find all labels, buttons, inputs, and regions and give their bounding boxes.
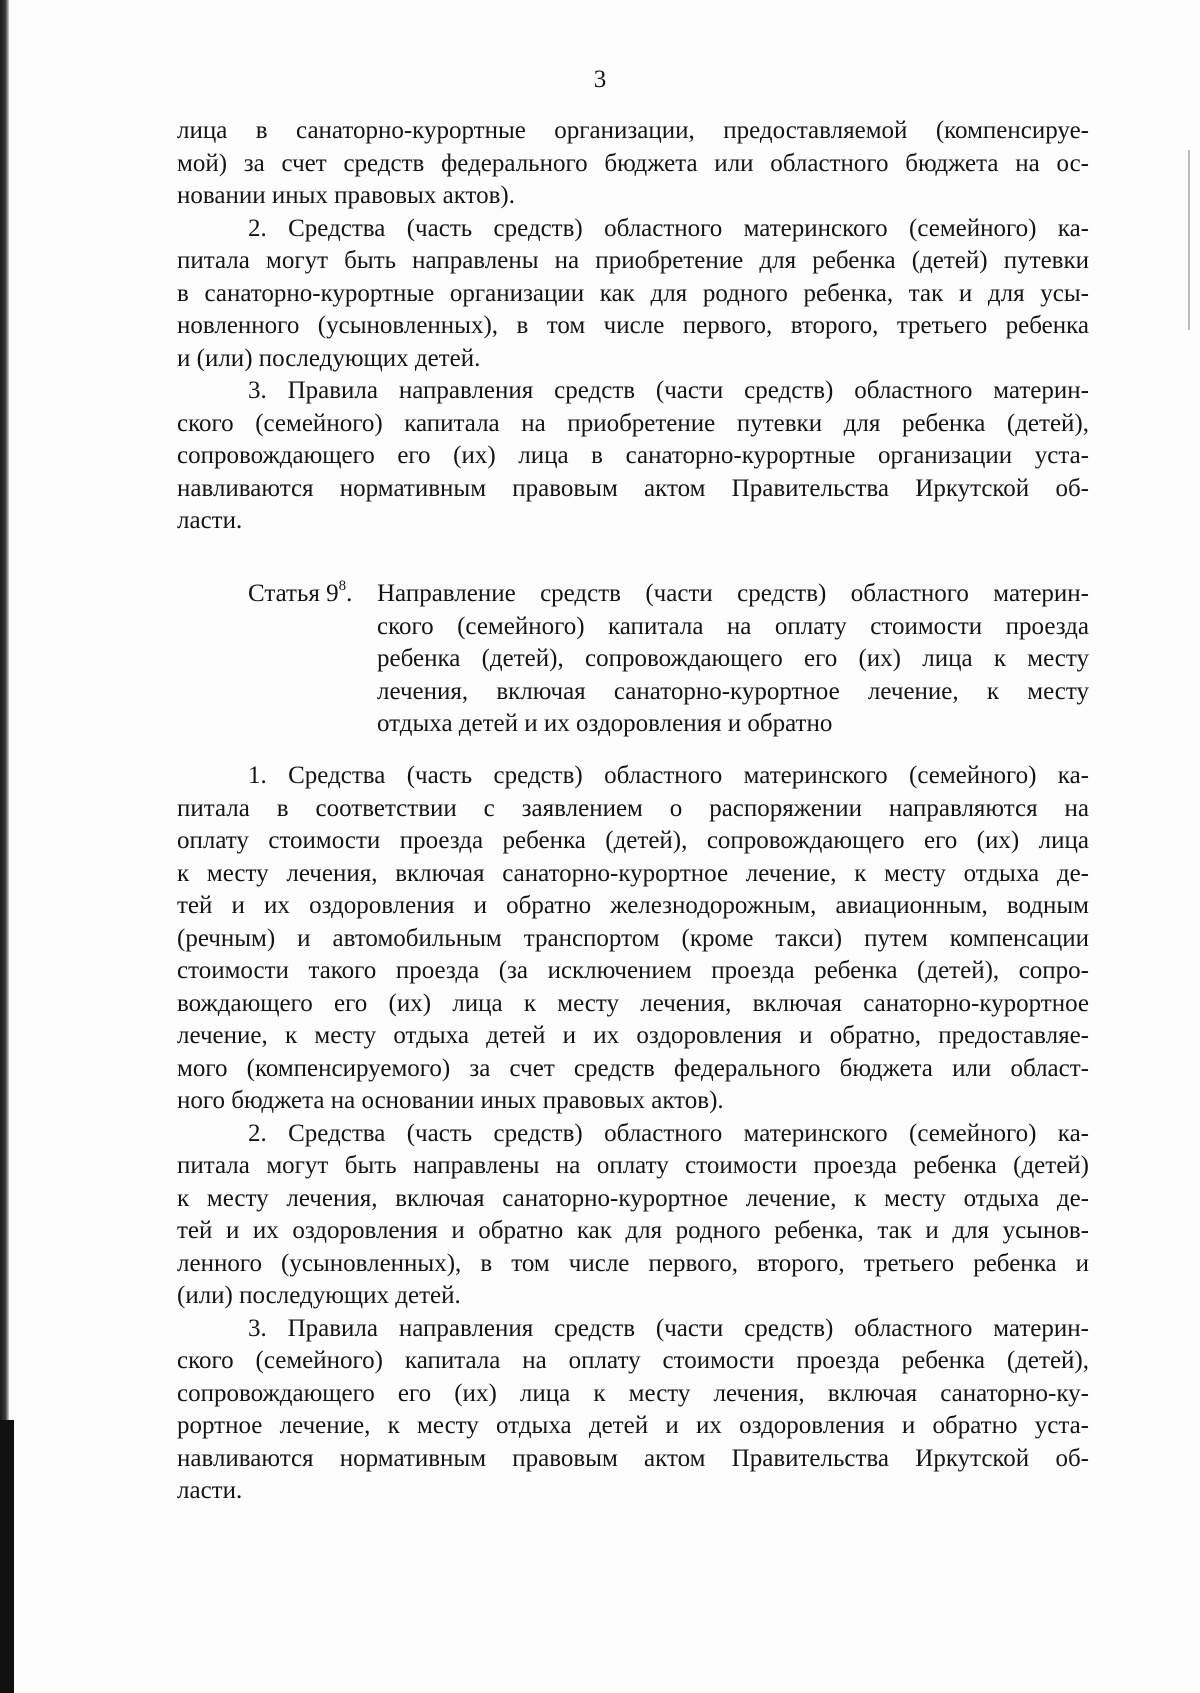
heading-line: Направление средств (части средств) областного материн- — [377, 580, 1089, 607]
text-block-1 — [177, 115, 1089, 538]
text-line: в санаторно-курортные организации как для родного ребенка, так и для усы- — [177, 279, 1089, 307]
article-label: Статья $9^8$. — [248, 577, 353, 607]
text-line: лечение, к месту отдыха детей и их оздоровления и обратно, предоставляе- — [177, 1022, 1089, 1049]
text-line: тей и их оздоровления и обратно как для родного ребенка, так и для усынов- — [177, 1217, 1089, 1244]
text-line: ского (семейного) капитала на приобретение путевки для ребенка (детей), — [177, 409, 1089, 437]
text-line: вождающего его (их) лица к месту лечения, включая санаторно-курортное — [177, 989, 1089, 1017]
text-line: к месту лечения, включая санаторно-курортное лечение, к месту отдыха де- — [177, 859, 1089, 887]
text-line: к месту лечения, включая санаторно-курортное лечение, к месту отдыха де- — [177, 1184, 1089, 1212]
scan-artifact — [1188, 150, 1190, 330]
text-line: ного бюджета на основании иных правовых актов). — [177, 1087, 724, 1114]
heading-line: отдыха детей и их оздоровления и обратно — [377, 710, 833, 737]
heading-line: лечения, включая санаторно-курортное лечение, к месту — [377, 677, 1089, 705]
text-line: 2. Средства (часть средств) областного материнского (семейного) ка- — [248, 1119, 1089, 1147]
text-line: навливаются нормативным правовым актом Правительства Иркутской об- — [177, 1444, 1089, 1472]
text-line: 3. Правила направления средств (части средств) областного материн- — [248, 1314, 1089, 1342]
page-number: 3 — [593, 66, 607, 93]
text-line: ленного (усыновленных), в том числе первого, второго, третьего ребенка и — [177, 1249, 1089, 1277]
heading-line: ребенка (детей), сопровождающего его (их) лица к месту — [377, 645, 1089, 672]
text-line: ласти. — [177, 507, 243, 534]
text-line: мой) за счет средств федерального бюджета или областного бюджета на ос- — [177, 149, 1089, 177]
text-line: стоимости такого проезда (за исключением проезда ребенка (детей), сопро- — [177, 957, 1089, 984]
text-line: оплату стоимости проезда ребенка (детей), сопровождающего его (их) лица — [177, 827, 1089, 854]
text-line: сопровождающего его (их) лица в санаторно-курортные организации уста- — [177, 442, 1089, 469]
text-block-2 — [177, 760, 1089, 1508]
text-line: мого (компенсируемого) за счет средств федерального бюджета или област- — [177, 1054, 1089, 1082]
heading-line: ского (семейного) капитала на оплату стоимости проезда — [377, 612, 1089, 640]
text-line: 1. Средства (часть средств) областного материнского (семейного) ка- — [248, 762, 1089, 789]
text-line: сопровождающего его (их) лица к месту лечения, включая санаторно-ку- — [177, 1379, 1089, 1407]
text-line: новленного (усыновленных), в том числе первого, второго, третьего ребенка — [177, 312, 1089, 339]
text-line: (речным) и автомобильным транспортом (кроме такси) путем компенсации — [177, 924, 1089, 952]
text-line: тей и их оздоровления и обратно железнодорожным, авиационным, водным — [177, 892, 1089, 919]
text-line: ского (семейного) капитала на оплату стоимости проезда ребенка (детей), — [177, 1347, 1089, 1374]
text-line: лица в санаторно-курортные организации, предоставляемой (компенсируе- — [177, 117, 1089, 144]
text-line: питала могут быть направлены на оплату стоимости проезда ребенка (детей) — [177, 1152, 1089, 1179]
text-line: ласти. — [177, 1477, 243, 1504]
text-line: (или) последующих детей. — [177, 1282, 461, 1309]
text-line: 2. Средства (часть средств) областного материнского (семейного) ка- — [248, 214, 1089, 242]
article-title — [377, 578, 1089, 741]
article-superscript: 8 — [338, 577, 347, 594]
scan-edge-lower — [0, 1420, 14, 1693]
text-line: питала могут быть направлены на приобретение для ребенка (детей) путевки — [177, 247, 1089, 274]
text-line: и (или) последующих детей. — [177, 344, 481, 372]
text-line: рортное лечение, к месту отдыха детей и их оздоровления и обратно уста- — [177, 1412, 1089, 1439]
text-line: 3. Правила направления средств (части средств) областного материн- — [248, 377, 1089, 404]
text-line: навливаются нормативным правовым актом Правительства Иркутской об- — [177, 474, 1089, 502]
text-line: новании иных правовых актов). — [177, 182, 515, 209]
text-line: питала в соответствии с заявлением о распоряжении направляются на — [177, 794, 1089, 822]
